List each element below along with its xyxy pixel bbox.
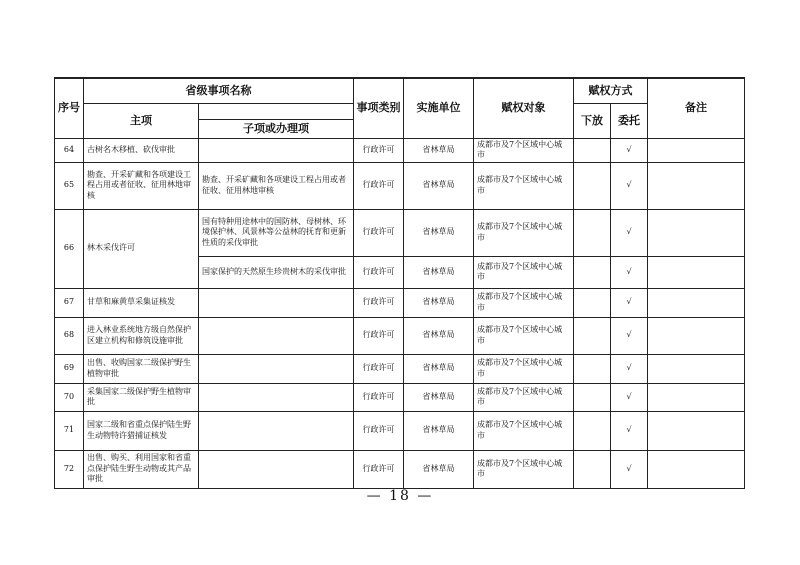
row-seq: 70 (55, 383, 84, 411)
row-delegate-down (574, 411, 611, 450)
row-category: 行政许可 (354, 317, 404, 354)
table-row (55, 317, 745, 354)
header-main-item: 主项 (84, 103, 199, 138)
row-category: 行政许可 (354, 138, 404, 162)
row-delegate-down (574, 354, 611, 383)
row-delegate-down (574, 317, 611, 354)
row-delegate-down (574, 383, 611, 411)
row-entrust-check: √ (611, 411, 648, 450)
row-sub-item: 勘查、开采矿藏和各项建设工程占用或者征收、征用林地审核 (199, 162, 354, 209)
row-delegate-down (574, 209, 611, 256)
table-row (55, 162, 745, 209)
row-sub-item (199, 450, 354, 488)
row-seq: 71 (55, 411, 84, 450)
header-category: 事项类别 (354, 78, 404, 138)
row-grantee: 成都市及7个区域中心城市 (474, 256, 574, 288)
row-category: 行政许可 (354, 450, 404, 488)
row-remark (648, 138, 745, 162)
row-seq: 65 (55, 162, 84, 209)
row-category: 行政许可 (354, 354, 404, 383)
row-delegate-down (574, 138, 611, 162)
row-entrust-check: √ (611, 138, 648, 162)
row-delegate-down (574, 288, 611, 317)
row-remark (648, 288, 745, 317)
row-main-item: 出售、收购国家二级保护野生植物审批 (84, 354, 199, 383)
row-seq: 66 (55, 209, 84, 288)
row-sub-item (199, 138, 354, 162)
table-row (55, 209, 745, 256)
table-row (55, 354, 745, 383)
table-row (55, 138, 745, 162)
row-seq: 69 (55, 354, 84, 383)
header-grant-mode: 赋权方式 (574, 78, 648, 103)
header-item-name-group: 省级事项名称 (84, 78, 354, 103)
header-remark: 备注 (648, 78, 745, 138)
row-grantee: 成都市及7个区域中心城市 (474, 317, 574, 354)
row-remark (648, 411, 745, 450)
row-remark (648, 256, 745, 288)
row-unit: 省林草局 (404, 383, 474, 411)
row-entrust-check: √ (611, 209, 648, 256)
row-entrust-check: √ (611, 162, 648, 209)
row-main-item: 采集国家二级保护野生植物审批 (84, 383, 199, 411)
row-entrust-check: √ (611, 317, 648, 354)
header-unit: 实施单位 (404, 78, 474, 138)
row-unit: 省林草局 (404, 256, 474, 288)
table-row (55, 411, 745, 450)
row-main-item: 古树名木移植、砍伐审批 (84, 138, 199, 162)
row-unit: 省林草局 (404, 162, 474, 209)
row-unit: 省林草局 (404, 411, 474, 450)
table-row (55, 450, 745, 488)
row-unit: 省林草局 (404, 450, 474, 488)
header-delegate-down: 下放 (574, 103, 611, 138)
row-main-item: 甘草和麻黄草采集证核发 (84, 288, 199, 317)
row-seq: 68 (55, 317, 84, 354)
row-grantee: 成都市及7个区域中心城市 (474, 209, 574, 256)
row-remark (648, 317, 745, 354)
row-grantee: 成都市及7个区域中心城市 (474, 288, 574, 317)
row-grantee: 成都市及7个区域中心城市 (474, 138, 574, 162)
row-main-item: 进入林业系统地方级自然保护区建立机构和修筑设施审批 (84, 317, 199, 354)
row-grantee: 成都市及7个区域中心城市 (474, 450, 574, 488)
row-category: 行政许可 (354, 256, 404, 288)
row-main-item: 勘查、开采矿藏和各项建设工程占用或者征收、征用林地审核 (84, 162, 199, 209)
row-entrust-check: √ (611, 383, 648, 411)
authority-table (54, 77, 745, 489)
row-remark (648, 383, 745, 411)
row-grantee: 成都市及7个区域中心城市 (474, 411, 574, 450)
row-remark (648, 450, 745, 488)
page-number: — 18 — (366, 488, 434, 504)
header-sub-item: 子项或办理项 (199, 119, 354, 138)
row-category: 行政许可 (354, 411, 404, 450)
table-row (55, 288, 745, 317)
row-main-item: 出售、购买、利用国家和省重点保护陆生野生动物或其产品审批 (84, 450, 199, 488)
header-seq: 序号 (55, 78, 84, 138)
row-remark (648, 162, 745, 209)
row-remark (648, 354, 745, 383)
row-seq: 72 (55, 450, 84, 488)
row-unit: 省林草局 (404, 138, 474, 162)
row-entrust-check: √ (611, 288, 648, 317)
row-main-item: 国家二级和省重点保护陆生野生动物特许猎捕证核发 (84, 411, 199, 450)
row-sub-item: 国有特种用途林中的国防林、母树林、环境保护林、风景林等公益林的抚育和更新性质的采伐审批 (199, 209, 354, 256)
row-delegate-down (574, 256, 611, 288)
row-sub-item: 国家保护的天然原生珍贵树木的采伐审批 (199, 256, 354, 288)
row-entrust-check: √ (611, 354, 648, 383)
row-entrust-check: √ (611, 256, 648, 288)
row-grantee: 成都市及7个区域中心城市 (474, 354, 574, 383)
row-category: 行政许可 (354, 162, 404, 209)
row-unit: 省林草局 (404, 288, 474, 317)
header-entrust: 委托 (611, 103, 648, 138)
header-grantee: 赋权对象 (474, 78, 574, 138)
row-seq: 67 (55, 288, 84, 317)
row-entrust-check: √ (611, 450, 648, 488)
row-unit: 省林草局 (404, 209, 474, 256)
row-delegate-down (574, 162, 611, 209)
row-grantee: 成都市及7个区域中心城市 (474, 162, 574, 209)
row-category: 行政许可 (354, 209, 404, 256)
row-sub-item (199, 411, 354, 450)
row-unit: 省林草局 (404, 354, 474, 383)
row-sub-item (199, 317, 354, 354)
row-main-item: 林木采伐许可 (84, 209, 199, 288)
table-row (55, 383, 745, 411)
row-remark (648, 209, 745, 256)
row-seq: 64 (55, 138, 84, 162)
row-delegate-down (574, 450, 611, 488)
row-sub-item (199, 354, 354, 383)
row-sub-item (199, 288, 354, 317)
row-unit: 省林草局 (404, 317, 474, 354)
row-category: 行政许可 (354, 288, 404, 317)
row-grantee: 成都市及7个区域中心城市 (474, 383, 574, 411)
row-sub-item (199, 383, 354, 411)
row-category: 行政许可 (354, 383, 404, 411)
